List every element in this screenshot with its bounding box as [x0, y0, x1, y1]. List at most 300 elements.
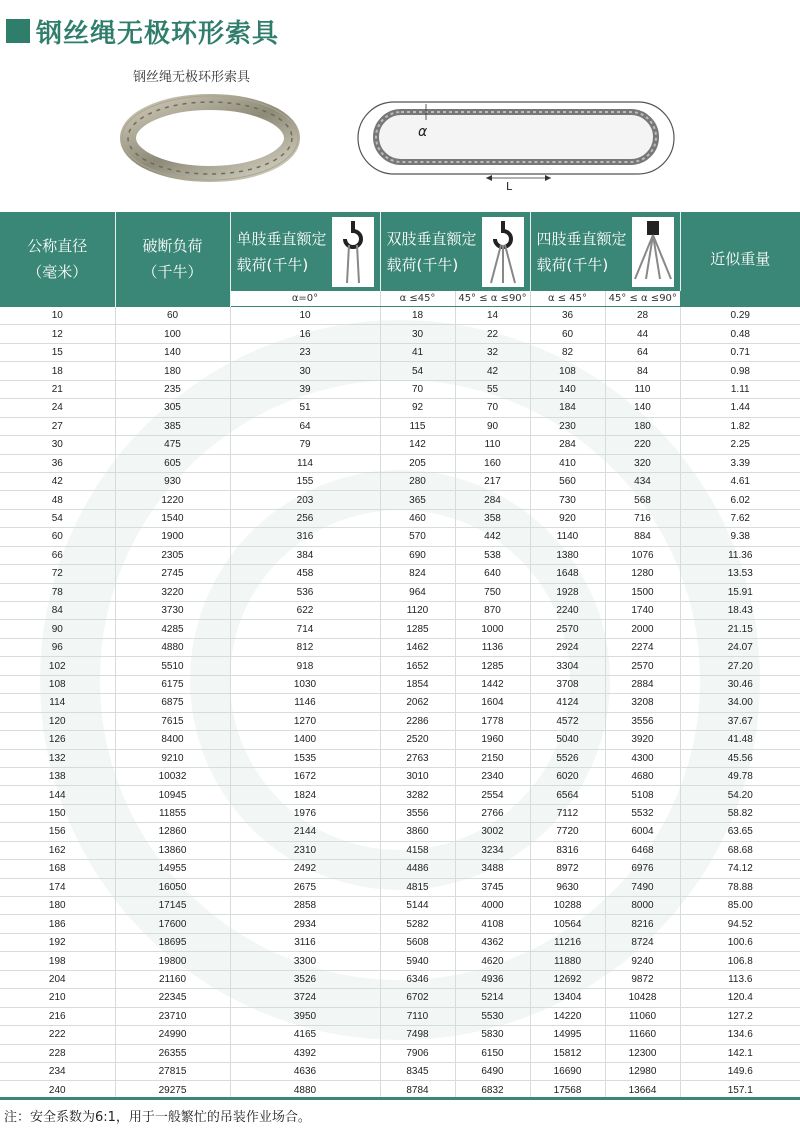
header-nominal-diameter [0, 212, 115, 307]
table-row [0, 380, 800, 398]
cell-breaking-load: 21160 [115, 970, 230, 988]
cell-single-leg: 316 [230, 528, 380, 546]
cell-four-leg-a: 82 [530, 343, 605, 361]
cell-four-leg-b: 11660 [605, 1026, 680, 1044]
table-row [0, 565, 800, 583]
cell-four-leg-a: 1928 [530, 583, 605, 601]
cell-breaking-load: 23710 [115, 1007, 230, 1025]
cell-breaking-load: 22345 [115, 989, 230, 1007]
cell-single-leg: 3116 [230, 933, 380, 951]
table-row [0, 1044, 800, 1062]
table-row [0, 509, 800, 527]
cell-four-leg-a: 1380 [530, 546, 605, 564]
cell-double-leg-a: 1285 [380, 620, 455, 638]
cell-single-leg: 458 [230, 565, 380, 583]
cell-four-leg-b: 4680 [605, 767, 680, 785]
cell-double-leg-b: 1960 [455, 731, 530, 749]
cell-weight: 27.20 [680, 657, 800, 675]
cell-breaking-load: 4285 [115, 620, 230, 638]
table-row [0, 989, 800, 1007]
cell-four-leg-a: 920 [530, 509, 605, 527]
cell-four-leg-a: 8972 [530, 860, 605, 878]
cell-double-leg-b: 1778 [455, 712, 530, 730]
cell-double-leg-b: 1136 [455, 638, 530, 656]
rope-ring-photo [118, 90, 303, 185]
cell-weight: 1.82 [680, 417, 800, 435]
cell-breaking-load: 2305 [115, 546, 230, 564]
cell-breaking-load: 930 [115, 472, 230, 490]
cell-diameter: 30 [0, 436, 115, 454]
cell-double-leg-a: 8784 [380, 1081, 455, 1099]
cell-diameter: 60 [0, 528, 115, 546]
cell-diameter: 84 [0, 602, 115, 620]
cell-breaking-load: 18695 [115, 933, 230, 951]
cell-four-leg-b: 2274 [605, 638, 680, 656]
header-weight: 近似重量 [680, 212, 800, 307]
table-row [0, 841, 800, 859]
header-four-leg [530, 212, 680, 291]
specification-table-wrap [0, 212, 800, 1100]
cell-breaking-load: 2745 [115, 565, 230, 583]
single-leg-hook-icon [332, 217, 374, 287]
cell-four-leg-b: 1500 [605, 583, 680, 601]
cell-double-leg-b: 55 [455, 380, 530, 398]
table-row [0, 325, 800, 343]
cell-diameter: 240 [0, 1081, 115, 1099]
cell-double-leg-a: 6346 [380, 970, 455, 988]
cell-double-leg-a: 2520 [380, 731, 455, 749]
cell-four-leg-a: 730 [530, 491, 605, 509]
cell-breaking-load: 17600 [115, 915, 230, 933]
cell-single-leg: 23 [230, 343, 380, 361]
cell-double-leg-b: 1604 [455, 694, 530, 712]
cell-diameter: 18 [0, 362, 115, 380]
table-row [0, 528, 800, 546]
cell-breaking-load: 60 [115, 307, 230, 325]
cell-double-leg-a: 54 [380, 362, 455, 380]
cell-double-leg-a: 92 [380, 399, 455, 417]
cell-double-leg-b: 538 [455, 546, 530, 564]
cell-four-leg-a: 12692 [530, 970, 605, 988]
cell-double-leg-b: 870 [455, 602, 530, 620]
cell-single-leg: 1672 [230, 767, 380, 785]
cell-four-leg-b: 8724 [605, 933, 680, 951]
cell-four-leg-b: 9872 [605, 970, 680, 988]
cell-single-leg: 4880 [230, 1081, 380, 1099]
header-double-leg-label: 双肢垂直额定载荷(千牛) [386, 229, 477, 274]
table-row [0, 749, 800, 767]
cell-double-leg-a: 2062 [380, 694, 455, 712]
cell-single-leg: 203 [230, 491, 380, 509]
cell-double-leg-b: 1000 [455, 620, 530, 638]
cell-weight: 0.98 [680, 362, 800, 380]
cell-double-leg-b: 14 [455, 307, 530, 325]
header-single-leg [230, 212, 380, 291]
cell-double-leg-a: 6702 [380, 989, 455, 1007]
table-row [0, 307, 800, 325]
cell-double-leg-a: 30 [380, 325, 455, 343]
cell-four-leg-a: 3304 [530, 657, 605, 675]
cell-four-leg-a: 7720 [530, 823, 605, 841]
cell-double-leg-b: 70 [455, 399, 530, 417]
cell-double-leg-b: 2340 [455, 767, 530, 785]
cell-double-leg-b: 3488 [455, 860, 530, 878]
cell-diameter: 234 [0, 1062, 115, 1080]
cell-single-leg: 3950 [230, 1007, 380, 1025]
cell-single-leg: 16 [230, 325, 380, 343]
cell-four-leg-a: 9630 [530, 878, 605, 896]
cell-diameter: 90 [0, 620, 115, 638]
cell-double-leg-a: 280 [380, 472, 455, 490]
cell-double-leg-b: 5530 [455, 1007, 530, 1025]
cell-four-leg-b: 28 [605, 307, 680, 325]
table-row [0, 823, 800, 841]
cell-double-leg-b: 2554 [455, 786, 530, 804]
cell-four-leg-b: 3556 [605, 712, 680, 730]
cell-single-leg: 2934 [230, 915, 380, 933]
table-row [0, 436, 800, 454]
cell-breaking-load: 3220 [115, 583, 230, 601]
cell-four-leg-a: 11880 [530, 952, 605, 970]
four-leg-hook-icon [632, 217, 674, 287]
cell-double-leg-a: 7110 [380, 1007, 455, 1025]
cell-single-leg: 1535 [230, 749, 380, 767]
cell-diameter: 228 [0, 1044, 115, 1062]
double-leg-hook-icon [482, 217, 524, 287]
cell-double-leg-b: 32 [455, 343, 530, 361]
cell-double-leg-a: 964 [380, 583, 455, 601]
cell-double-leg-a: 1462 [380, 638, 455, 656]
cell-single-leg: 2492 [230, 860, 380, 878]
cell-single-leg: 1270 [230, 712, 380, 730]
cell-diameter: 162 [0, 841, 115, 859]
cell-four-leg-a: 15812 [530, 1044, 605, 1062]
cell-diameter: 186 [0, 915, 115, 933]
cell-diameter: 66 [0, 546, 115, 564]
table-row [0, 602, 800, 620]
length-label: L [506, 180, 513, 193]
cell-breaking-load: 13860 [115, 841, 230, 859]
cell-weight: 9.38 [680, 528, 800, 546]
sub-header-double-b: 45° ≤ α ≤90° [455, 291, 530, 307]
cell-single-leg: 4392 [230, 1044, 380, 1062]
cell-four-leg-a: 13404 [530, 989, 605, 1007]
cell-breaking-load: 24990 [115, 1026, 230, 1044]
cell-single-leg: 3300 [230, 952, 380, 970]
header-four-leg-label: 四肢垂直额定载荷(千牛) [536, 229, 627, 274]
cell-double-leg-a: 4158 [380, 841, 455, 859]
table-row [0, 675, 800, 693]
cell-double-leg-a: 8345 [380, 1062, 455, 1080]
cell-double-leg-a: 1854 [380, 675, 455, 693]
cell-diameter: 15 [0, 343, 115, 361]
cell-four-leg-b: 884 [605, 528, 680, 546]
cell-four-leg-a: 2570 [530, 620, 605, 638]
table-row [0, 1007, 800, 1025]
specification-table [0, 212, 800, 1100]
cell-double-leg-b: 284 [455, 491, 530, 509]
cell-diameter: 120 [0, 712, 115, 730]
cell-diameter: 24 [0, 399, 115, 417]
header-nominal-diameter-unit: （毫米） [27, 263, 88, 282]
cell-four-leg-b: 7490 [605, 878, 680, 896]
sub-header-double-a: α ≤45° [380, 291, 455, 307]
cell-four-leg-a: 14995 [530, 1026, 605, 1044]
cell-four-leg-b: 2000 [605, 620, 680, 638]
cell-diameter: 48 [0, 491, 115, 509]
cell-double-leg-b: 5830 [455, 1026, 530, 1044]
cell-single-leg: 1824 [230, 786, 380, 804]
table-row [0, 399, 800, 417]
cell-four-leg-a: 7112 [530, 804, 605, 822]
table-row [0, 933, 800, 951]
cell-weight: 0.29 [680, 307, 800, 325]
cell-diameter: 102 [0, 657, 115, 675]
cell-double-leg-b: 6490 [455, 1062, 530, 1080]
cell-double-leg-a: 115 [380, 417, 455, 435]
cell-breaking-load: 385 [115, 417, 230, 435]
cell-double-leg-b: 1442 [455, 675, 530, 693]
table-row [0, 915, 800, 933]
photo-caption: 钢丝绳无极环形索具 [133, 70, 251, 85]
cell-four-leg-b: 6468 [605, 841, 680, 859]
cell-double-leg-a: 7498 [380, 1026, 455, 1044]
cell-breaking-load: 26355 [115, 1044, 230, 1062]
cell-double-leg-a: 5144 [380, 897, 455, 915]
cell-diameter: 108 [0, 675, 115, 693]
cell-weight: 0.71 [680, 343, 800, 361]
cell-double-leg-a: 1652 [380, 657, 455, 675]
cell-breaking-load: 19800 [115, 952, 230, 970]
cell-breaking-load: 1220 [115, 491, 230, 509]
cell-double-leg-b: 217 [455, 472, 530, 490]
cell-single-leg: 2144 [230, 823, 380, 841]
cell-four-leg-a: 14220 [530, 1007, 605, 1025]
cell-double-leg-a: 365 [380, 491, 455, 509]
cell-four-leg-b: 8216 [605, 915, 680, 933]
cell-diameter: 126 [0, 731, 115, 749]
cell-single-leg: 812 [230, 638, 380, 656]
cell-weight: 34.00 [680, 694, 800, 712]
cell-double-leg-a: 3282 [380, 786, 455, 804]
cell-four-leg-b: 13664 [605, 1081, 680, 1099]
table-row [0, 767, 800, 785]
cell-four-leg-a: 11216 [530, 933, 605, 951]
cell-four-leg-a: 4124 [530, 694, 605, 712]
cell-four-leg-a: 10288 [530, 897, 605, 915]
cell-double-leg-a: 1120 [380, 602, 455, 620]
cell-weight: 106.8 [680, 952, 800, 970]
cell-four-leg-a: 17568 [530, 1081, 605, 1099]
cell-double-leg-b: 110 [455, 436, 530, 454]
cell-double-leg-b: 5214 [455, 989, 530, 1007]
cell-diameter: 144 [0, 786, 115, 804]
cell-single-leg: 39 [230, 380, 380, 398]
cell-breaking-load: 235 [115, 380, 230, 398]
cell-weight: 6.02 [680, 491, 800, 509]
cell-single-leg: 918 [230, 657, 380, 675]
cell-single-leg: 2858 [230, 897, 380, 915]
cell-four-leg-a: 560 [530, 472, 605, 490]
cell-four-leg-b: 568 [605, 491, 680, 509]
cell-diameter: 36 [0, 454, 115, 472]
cell-four-leg-b: 12980 [605, 1062, 680, 1080]
table-row [0, 878, 800, 896]
cell-weight: 30.46 [680, 675, 800, 693]
cell-four-leg-b: 5532 [605, 804, 680, 822]
cell-breaking-load: 1900 [115, 528, 230, 546]
cell-breaking-load: 16050 [115, 878, 230, 896]
cell-diameter: 21 [0, 380, 115, 398]
cell-double-leg-a: 41 [380, 343, 455, 361]
cell-breaking-load: 1540 [115, 509, 230, 527]
cell-weight: 1.11 [680, 380, 800, 398]
cell-four-leg-b: 84 [605, 362, 680, 380]
cell-weight: 113.6 [680, 970, 800, 988]
cell-double-leg-b: 4362 [455, 933, 530, 951]
title-marker [6, 19, 30, 43]
cell-weight: 54.20 [680, 786, 800, 804]
cell-diameter: 204 [0, 970, 115, 988]
cell-weight: 13.53 [680, 565, 800, 583]
table-row [0, 712, 800, 730]
cell-double-leg-a: 18 [380, 307, 455, 325]
cell-single-leg: 30 [230, 362, 380, 380]
cell-diameter: 10 [0, 307, 115, 325]
cell-single-leg: 1030 [230, 675, 380, 693]
cell-double-leg-b: 2150 [455, 749, 530, 767]
cell-diameter: 42 [0, 472, 115, 490]
cell-diameter: 114 [0, 694, 115, 712]
cell-diameter: 78 [0, 583, 115, 601]
cell-double-leg-b: 1285 [455, 657, 530, 675]
cell-double-leg-a: 7906 [380, 1044, 455, 1062]
cell-four-leg-b: 320 [605, 454, 680, 472]
cell-double-leg-a: 824 [380, 565, 455, 583]
footnote: 注：安全系数为6:1，用于一般繁忙的吊装作业场合。 [4, 1110, 311, 1125]
cell-four-leg-b: 220 [605, 436, 680, 454]
cell-diameter: 174 [0, 878, 115, 896]
cell-breaking-load: 3730 [115, 602, 230, 620]
cell-weight: 1.44 [680, 399, 800, 417]
cell-weight: 58.82 [680, 804, 800, 822]
cell-weight: 11.36 [680, 546, 800, 564]
cell-four-leg-a: 3708 [530, 675, 605, 693]
cell-four-leg-b: 110 [605, 380, 680, 398]
cell-weight: 149.6 [680, 1062, 800, 1080]
cell-double-leg-b: 358 [455, 509, 530, 527]
table-row [0, 1026, 800, 1044]
cell-single-leg: 1146 [230, 694, 380, 712]
cell-double-leg-a: 3556 [380, 804, 455, 822]
header-double-leg [380, 212, 530, 291]
cell-double-leg-a: 4486 [380, 860, 455, 878]
cell-weight: 68.68 [680, 841, 800, 859]
cell-breaking-load: 17145 [115, 897, 230, 915]
page-title-bar [6, 14, 279, 48]
cell-four-leg-a: 140 [530, 380, 605, 398]
cell-single-leg: 155 [230, 472, 380, 490]
cell-diameter: 180 [0, 897, 115, 915]
header-breaking-load-unit: （千牛） [142, 263, 203, 282]
cell-diameter: 54 [0, 509, 115, 527]
cell-single-leg: 64 [230, 417, 380, 435]
cell-four-leg-a: 4572 [530, 712, 605, 730]
cell-four-leg-a: 230 [530, 417, 605, 435]
cell-single-leg: 4636 [230, 1062, 380, 1080]
cell-double-leg-b: 640 [455, 565, 530, 583]
cell-four-leg-a: 5526 [530, 749, 605, 767]
bottom-divider [0, 1097, 800, 1100]
cell-diameter: 150 [0, 804, 115, 822]
table-row [0, 472, 800, 490]
cell-double-leg-a: 2286 [380, 712, 455, 730]
cell-four-leg-a: 1140 [530, 528, 605, 546]
table-row [0, 970, 800, 988]
cell-breaking-load: 8400 [115, 731, 230, 749]
sub-header-four-a: α ≤ 45° [530, 291, 605, 307]
cell-weight: 41.48 [680, 731, 800, 749]
cell-four-leg-a: 8316 [530, 841, 605, 859]
cell-four-leg-b: 44 [605, 325, 680, 343]
cell-double-leg-a: 3860 [380, 823, 455, 841]
cell-weight: 0.48 [680, 325, 800, 343]
cell-weight: 127.2 [680, 1007, 800, 1025]
header-nominal-diameter-label: 公称直径 [27, 237, 88, 256]
cell-breaking-load: 10032 [115, 767, 230, 785]
cell-double-leg-b: 4936 [455, 970, 530, 988]
cell-double-leg-a: 460 [380, 509, 455, 527]
cell-single-leg: 2675 [230, 878, 380, 896]
cell-weight: 3.39 [680, 454, 800, 472]
header-single-leg-label: 单肢垂直额定载荷(千牛) [236, 229, 327, 274]
cell-four-leg-b: 12300 [605, 1044, 680, 1062]
cell-four-leg-b: 3920 [605, 731, 680, 749]
table-row [0, 1062, 800, 1080]
cell-weight: 49.78 [680, 767, 800, 785]
table-row [0, 362, 800, 380]
cell-double-leg-a: 142 [380, 436, 455, 454]
cell-single-leg: 4165 [230, 1026, 380, 1044]
cell-double-leg-a: 3010 [380, 767, 455, 785]
table-row [0, 491, 800, 509]
table-row [0, 454, 800, 472]
cell-breaking-load: 305 [115, 399, 230, 417]
cell-breaking-load: 6175 [115, 675, 230, 693]
angle-label: α [418, 124, 428, 140]
cell-breaking-load: 6875 [115, 694, 230, 712]
cell-breaking-load: 10945 [115, 786, 230, 804]
cell-four-leg-a: 2924 [530, 638, 605, 656]
cell-single-leg: 384 [230, 546, 380, 564]
cell-four-leg-b: 2570 [605, 657, 680, 675]
cell-single-leg: 3526 [230, 970, 380, 988]
cell-diameter: 138 [0, 767, 115, 785]
cell-double-leg-a: 690 [380, 546, 455, 564]
cell-double-leg-a: 4815 [380, 878, 455, 896]
cell-weight: 15.91 [680, 583, 800, 601]
cell-breaking-load: 7615 [115, 712, 230, 730]
cell-single-leg: 79 [230, 436, 380, 454]
cell-four-leg-a: 108 [530, 362, 605, 380]
cell-diameter: 216 [0, 1007, 115, 1025]
cell-diameter: 198 [0, 952, 115, 970]
cell-four-leg-a: 6020 [530, 767, 605, 785]
cell-breaking-load: 475 [115, 436, 230, 454]
cell-single-leg: 714 [230, 620, 380, 638]
table-row [0, 860, 800, 878]
header-breaking-load-label: 破断负荷 [142, 237, 203, 256]
